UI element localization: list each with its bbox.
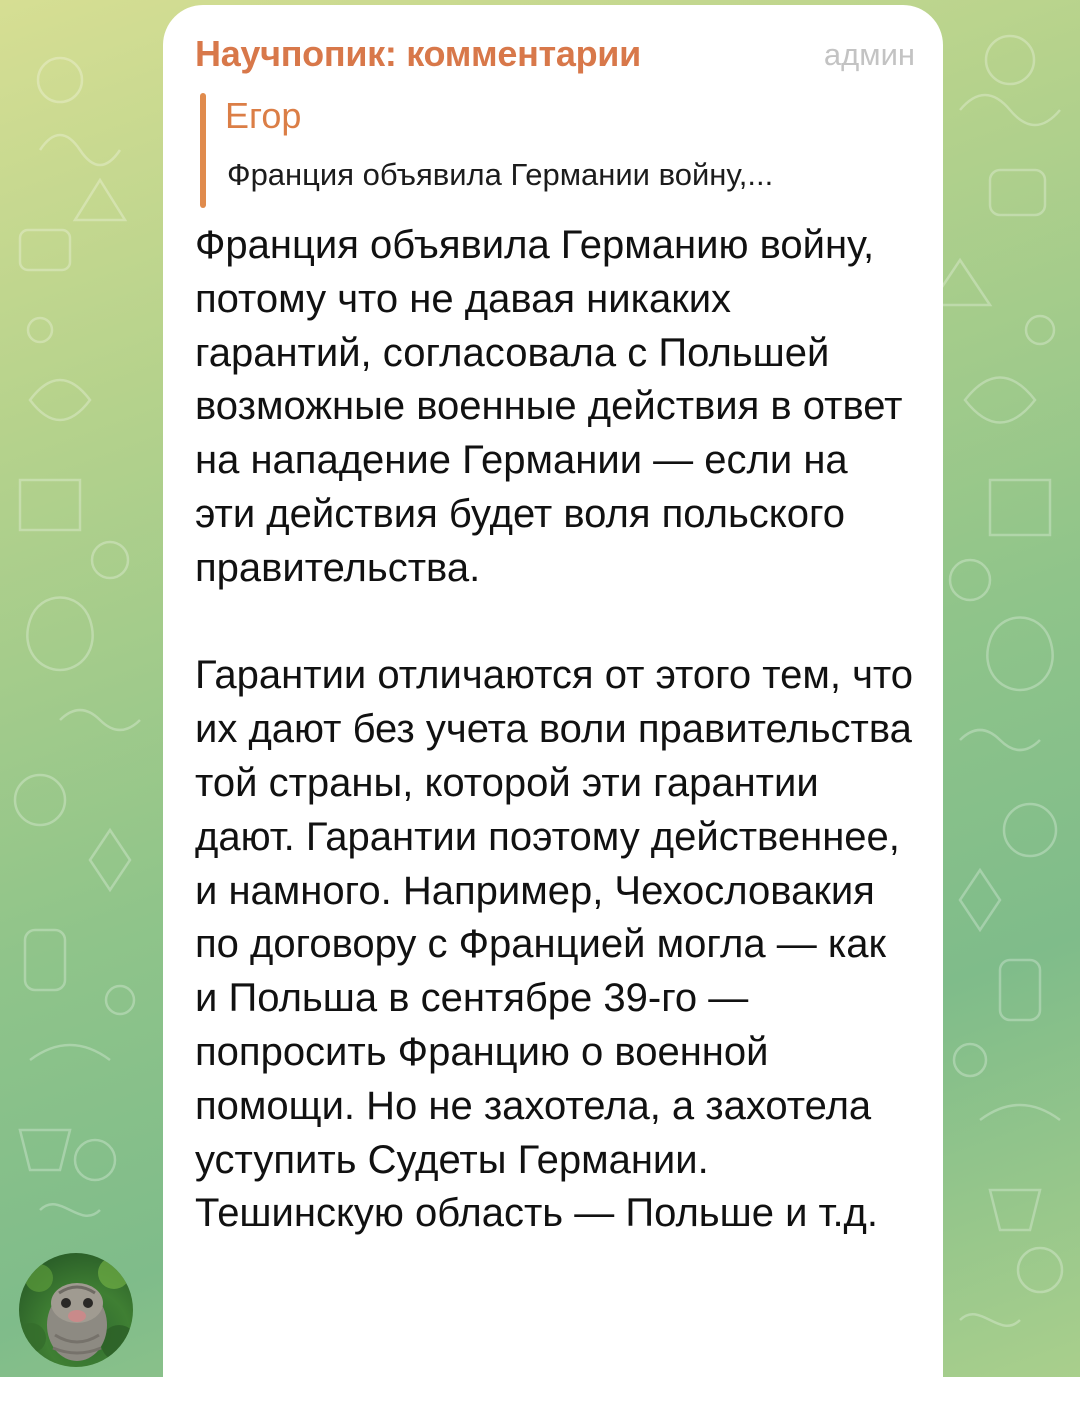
avatar-image xyxy=(19,1253,133,1367)
owl-avatar-icon[interactable] xyxy=(19,1253,133,1367)
message-text xyxy=(195,219,915,1241)
message-paragraph: Гарантии отличаются от этого тем, что их дают без учета воли правительства той страны, которой эти гарантии дают. Гарантии поэтому действеннее, и намного. Например, Чехословакия по договору с Францией могла — как и Польша в сентябре 39-го — попросить Францию о военной помощи. Но не захотела, а захотела уступить Судеты Германии. Тешинскую область — Польше и т.д. xyxy=(195,653,914,1236)
reply-author: Егор xyxy=(225,95,302,136)
message-bubble[interactable] xyxy=(163,5,943,1405)
reply-snippet: Франция объявила Германии войну,... xyxy=(227,157,774,192)
message-header xyxy=(195,27,913,87)
admin-badge: админ xyxy=(823,37,915,72)
reply-accent-bar xyxy=(200,93,206,208)
sender-name[interactable]: Научпопик: комментарии xyxy=(195,33,641,74)
reply-quote[interactable] xyxy=(195,91,913,209)
message-paragraph: Франция объявила Германию войну, потому что не давая никаких гарантий, согласовала с Польшей возможные военные действия в ответ на нападение Германии — если на эти действия будет воля польского правительства. xyxy=(195,223,903,590)
